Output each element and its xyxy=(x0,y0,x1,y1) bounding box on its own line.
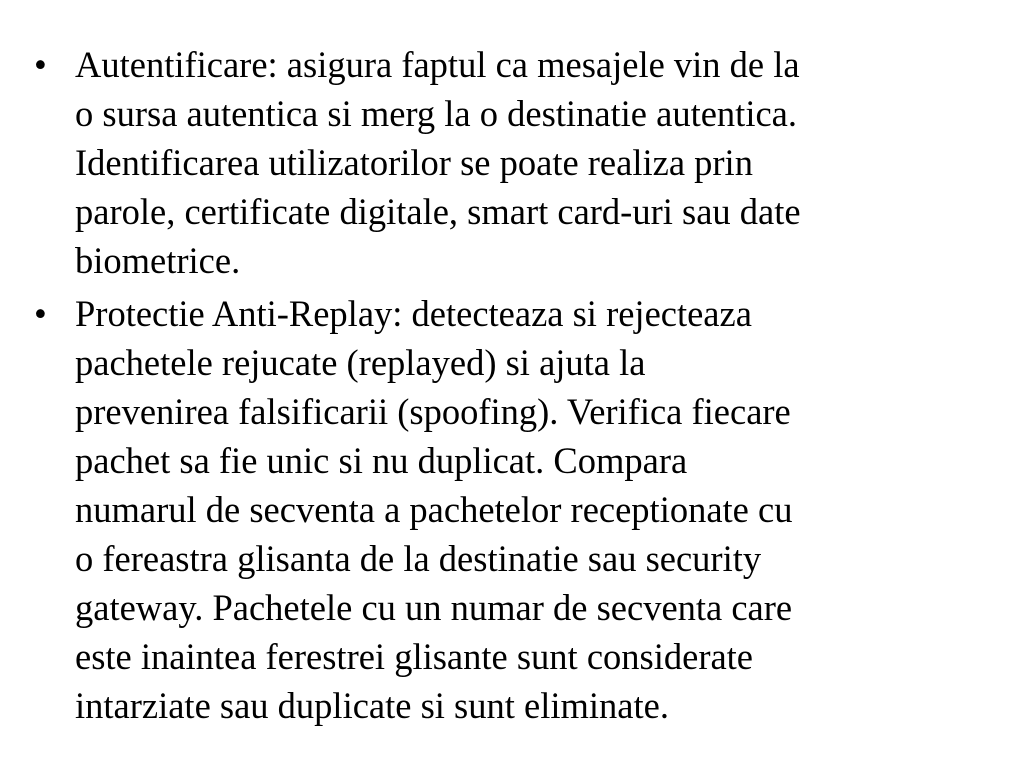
text-line: numarul de secventa a pachetelor receptionate cu xyxy=(75,489,793,530)
bullet-item-anti-replay xyxy=(34,289,994,730)
text-line: Autentificare: asigura faptul ca mesajele vin de la xyxy=(75,44,800,85)
text-line: gateway. Pachetele cu un numar de secventa care xyxy=(75,587,793,628)
bullet-icon: • xyxy=(34,44,47,85)
text-line: Identificarea utilizatorilor se poate realiza prin xyxy=(75,142,753,183)
text-line: este inaintea ferestrei glisante sunt considerate xyxy=(75,636,754,677)
text-line: biometrice. xyxy=(75,240,241,281)
text-line: pachetele rejucate (replayed) si ajuta la xyxy=(75,342,646,383)
bullet-list xyxy=(34,40,994,734)
bullet-item-authentication xyxy=(34,40,994,285)
bullet-icon: • xyxy=(34,293,47,334)
text-line: o fereastra glisanta de la destinatie sau security xyxy=(75,538,762,579)
bullet-text xyxy=(75,289,994,730)
text-line: parole, certificate digitale, smart card-uri sau date xyxy=(75,191,801,232)
text-line: pachet sa fie unic si nu duplicat. Compara xyxy=(75,440,688,481)
bullet-text xyxy=(75,40,994,285)
text-line: prevenirea falsificarii (spoofing). Verifica fiecare xyxy=(75,391,791,432)
text-line: intarziate sau duplicate si sunt eliminate. xyxy=(75,685,669,726)
text-line: o sursa autentica si merg la o destinatie autentica. xyxy=(75,93,797,134)
text-line: Protectie Anti-Replay: detecteaza si rejecteaza xyxy=(75,293,752,334)
